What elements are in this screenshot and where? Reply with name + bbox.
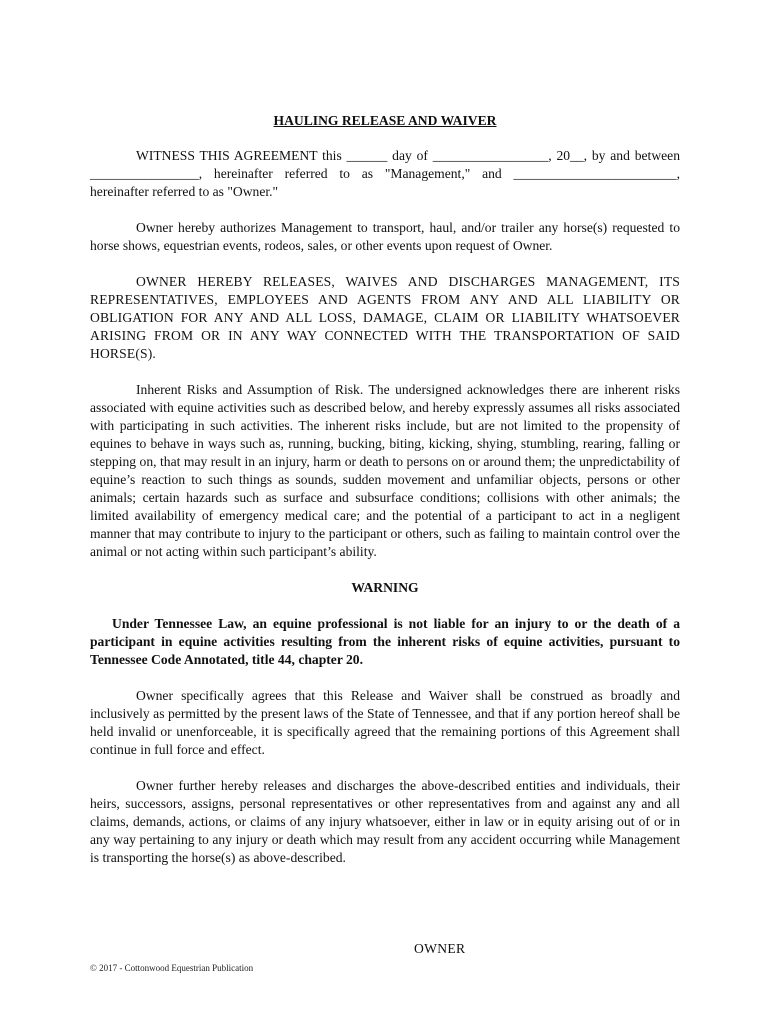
owner-signature-label: OWNER: [414, 941, 466, 956]
further-release-paragraph: Owner further hereby releases and discharges the above-described entities and individuals, their heirs, successors, assigns, personal representatives or other representatives from and against any and all claims, demands, actions, or claims of any injury whatsoever, either in law or in equity arising out of or in any way pertaining to any injury or death which may result from any accident occurring while Management is transporting the horse(s) as above-described.: [90, 778, 680, 865]
warning-heading: WARNING: [351, 580, 419, 595]
witness-paragraph: WITNESS THIS AGREEMENT this ______ day of _________________, 20__, by and between ________________, hereinafter referred to as "Management," and ________________________, hereinafter referred to as "Owner.": [90, 148, 680, 199]
document-body: [90, 112, 680, 885]
authorization-paragraph: Owner hereby authorizes Management to transport, haul, and/or trailer any horse(s) requested to horse shows, equestrian events, rodeos, sales, or other events upon request of Owner.: [90, 220, 680, 253]
copyright-footer: © 2017 - Cottonwood Equestrian Publication: [90, 963, 254, 973]
document-title: HAULING RELEASE AND WAIVER: [273, 113, 497, 128]
inherent-risks-paragraph: Inherent Risks and Assumption of Risk. The undersigned acknowledges there are inherent risks associated with equine activities such as described below, and hereby expressly assumes all risks associated with participating in such activities. The inherent risks include, but are not limited to the propensity of equines to behave in ways such as, running, bucking, biting, kicking, shying, stumbling, rearing, falling or stepping on, that may result in an injury, harm or death to persons on or around them; the unpredictability of equine’s reaction to such things as sounds, sudden movement and unfamiliar objects, persons or other animals; certain hazards such as surface and subsurface conditions; collisions with other animals; the limited availability of emergency medical care; and the potential of a participant to act in a negligent manner that may contribute to injury to the participant or others, such as failing to maintain control over the animal or not acting within such participant’s ability.: [90, 382, 680, 559]
construction-paragraph: Owner specifically agrees that this Release and Waiver shall be construed as broadly and inclusively as permitted by the present laws of the State of Tennessee, and that if any portion hereof shall be held invalid or unenforceable, it is specifically agreed that the remaining portions of this Agreement shall continue in full force and effect.: [90, 688, 680, 757]
tennessee-law-warning: Under Tennessee Law, an equine professional is not liable for an injury to or the death of a participant in equine activities resulting from the inherent risks of equine activities, pursuant to Tennessee Code Annotated, title 44, chapter 20.: [90, 616, 680, 667]
release-paragraph: OWNER HEREBY RELEASES, WAIVES AND DISCHARGES MANAGEMENT, ITS REPRESENTATIVES, EMPLOYEES AND AGENTS FROM ANY AND ALL LIABILITY OR OBLIGATION FOR ANY AND ALL LOSS, DAMAGE, CLAIM OR LIABILITY WHATSOEVER ARISING FROM OR IN ANY WAY CONNECTED WITH THE TRANSPORTATION OF SAID HORSE(S).: [90, 274, 680, 361]
